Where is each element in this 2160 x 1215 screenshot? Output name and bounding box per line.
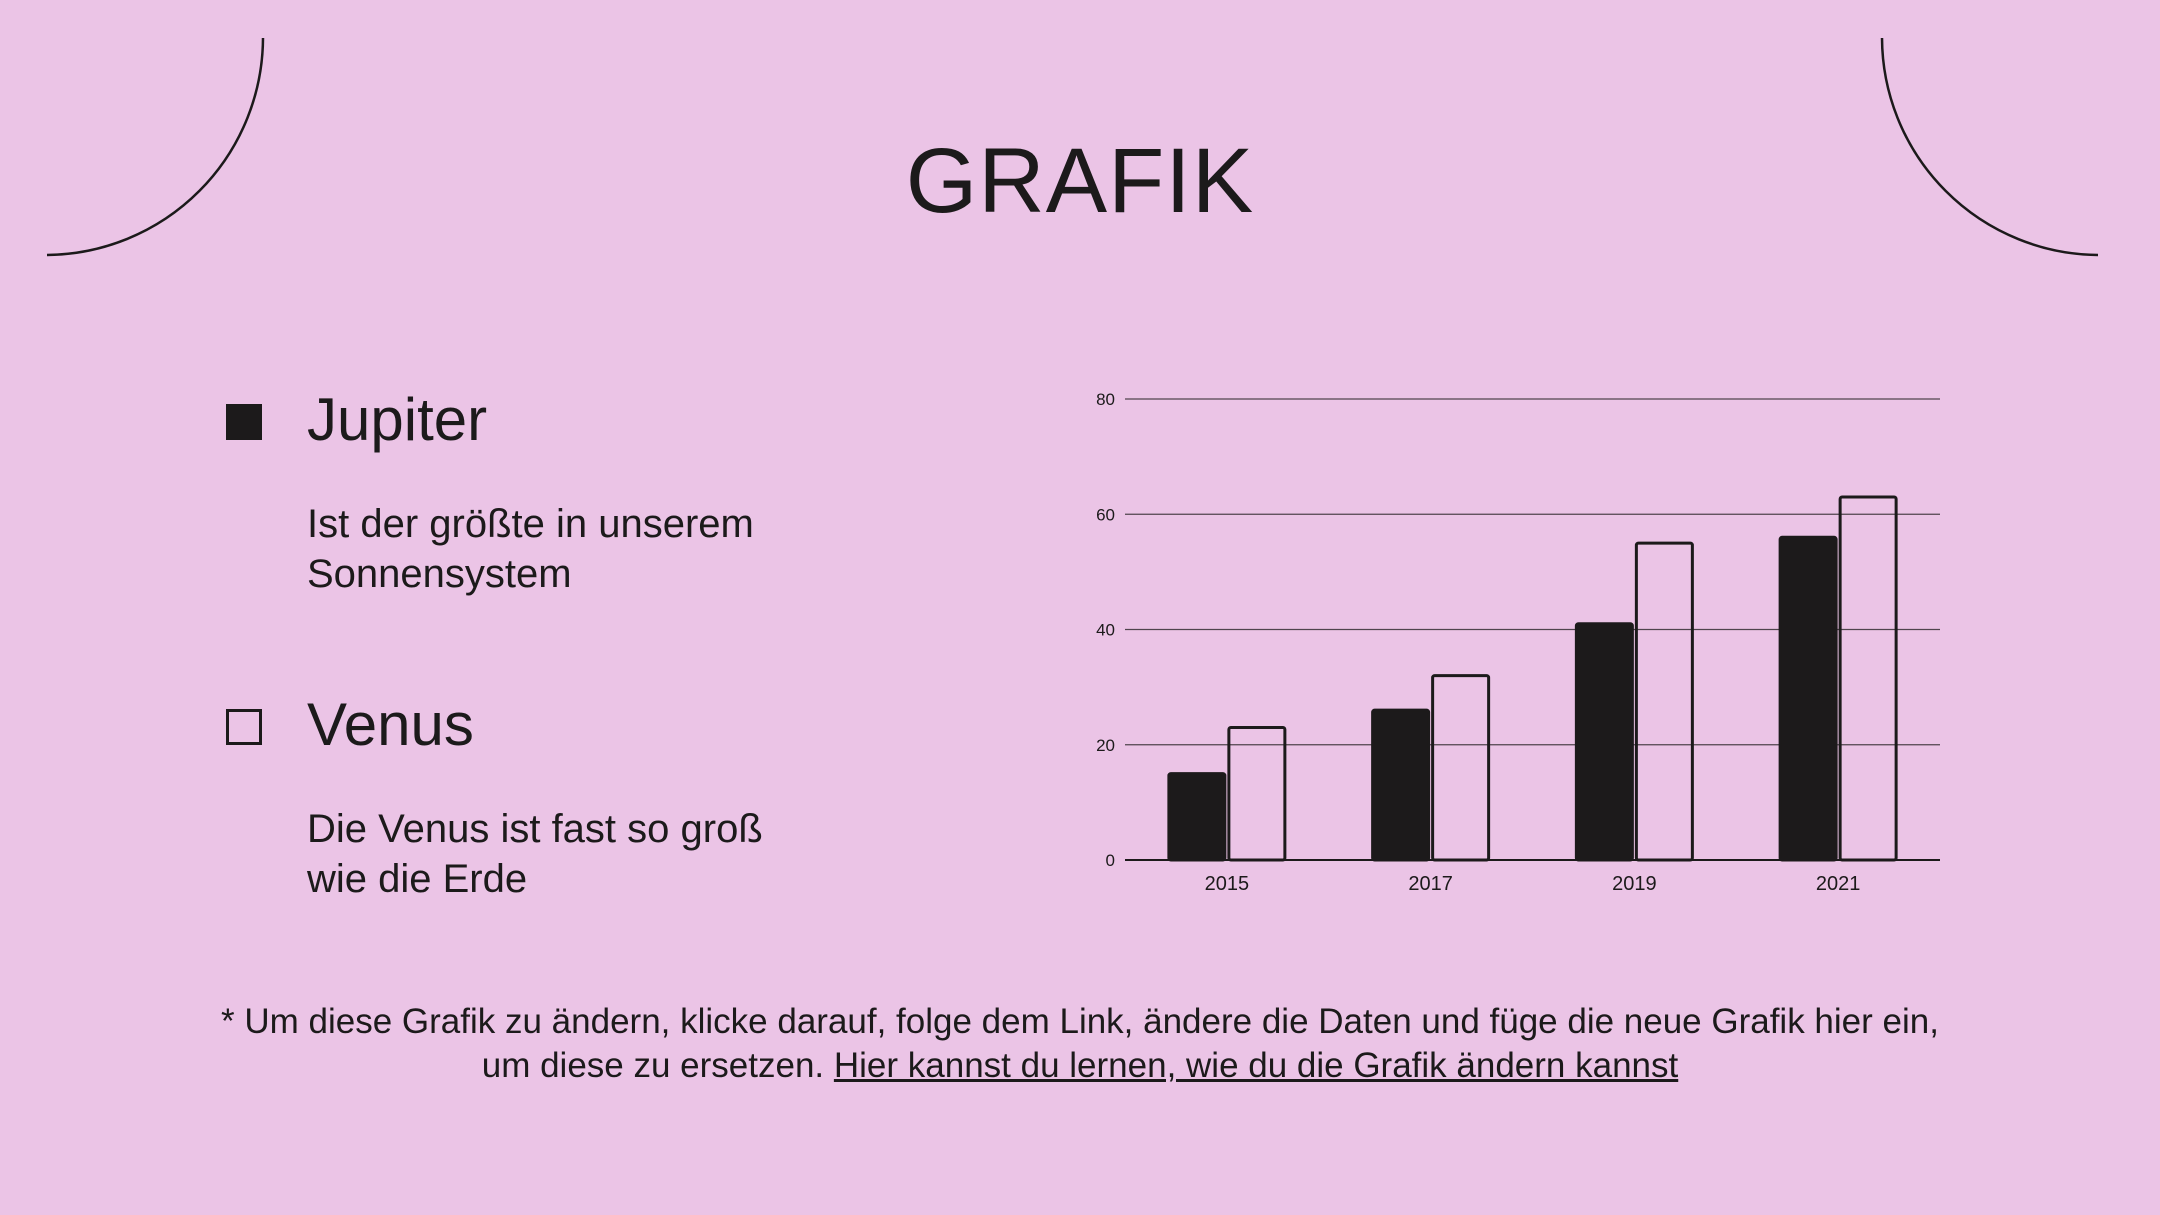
y-tick-label: 80 [1096, 390, 1115, 409]
footnote-line-2-prefix: um diese zu ersetzen. [481, 1046, 834, 1085]
bar-chart[interactable] [1080, 370, 1960, 910]
legend-name-jupiter: Jupiter [307, 386, 488, 453]
footnote-line-2 [0, 1044, 2160, 1088]
bar-venus-2019[interactable] [1636, 543, 1692, 860]
x-tick-label: 2021 [1815, 873, 1861, 895]
bar-venus-2015[interactable] [1229, 727, 1285, 860]
bar-venus-2021[interactable] [1840, 497, 1896, 860]
bar-jupiter-2021[interactable] [1780, 537, 1836, 860]
filled-square-icon [226, 404, 262, 440]
slide-title: GRAFIK [905, 130, 1255, 232]
bar-jupiter-2017[interactable] [1373, 710, 1429, 860]
x-tick-label: 2015 [1204, 873, 1250, 895]
bar-jupiter-2019[interactable] [1576, 624, 1632, 860]
bar-jupiter-2015[interactable] [1169, 774, 1225, 860]
y-tick-label: 40 [1096, 620, 1115, 640]
footnote-line-1: * Um diese Grafik zu ändern, klicke darauf, folge dem Link, ändere die Daten und füge die neue Grafik hier ein, [221, 1002, 1939, 1041]
y-tick-label: 60 [1096, 505, 1115, 525]
y-tick-label: 20 [1096, 735, 1115, 755]
y-tick-label: 0 [1105, 851, 1115, 870]
legend-description-jupiter: Ist der größte in unserem Sonnensystem [307, 502, 754, 596]
hollow-square-icon [226, 709, 262, 745]
x-tick-label: 2017 [1408, 873, 1453, 895]
bar-venus-2017[interactable] [1433, 676, 1489, 860]
help-link[interactable]: Hier kannst du lernen, wie du die Grafik ändern kannst [833, 1046, 1679, 1085]
footnote [0, 1000, 2160, 1088]
legend-description-venus: Die Venus ist fast so groß wie die Erde [307, 807, 763, 901]
x-tick-label: 2019 [1612, 873, 1657, 895]
legend-name-venus: Venus [307, 691, 474, 758]
